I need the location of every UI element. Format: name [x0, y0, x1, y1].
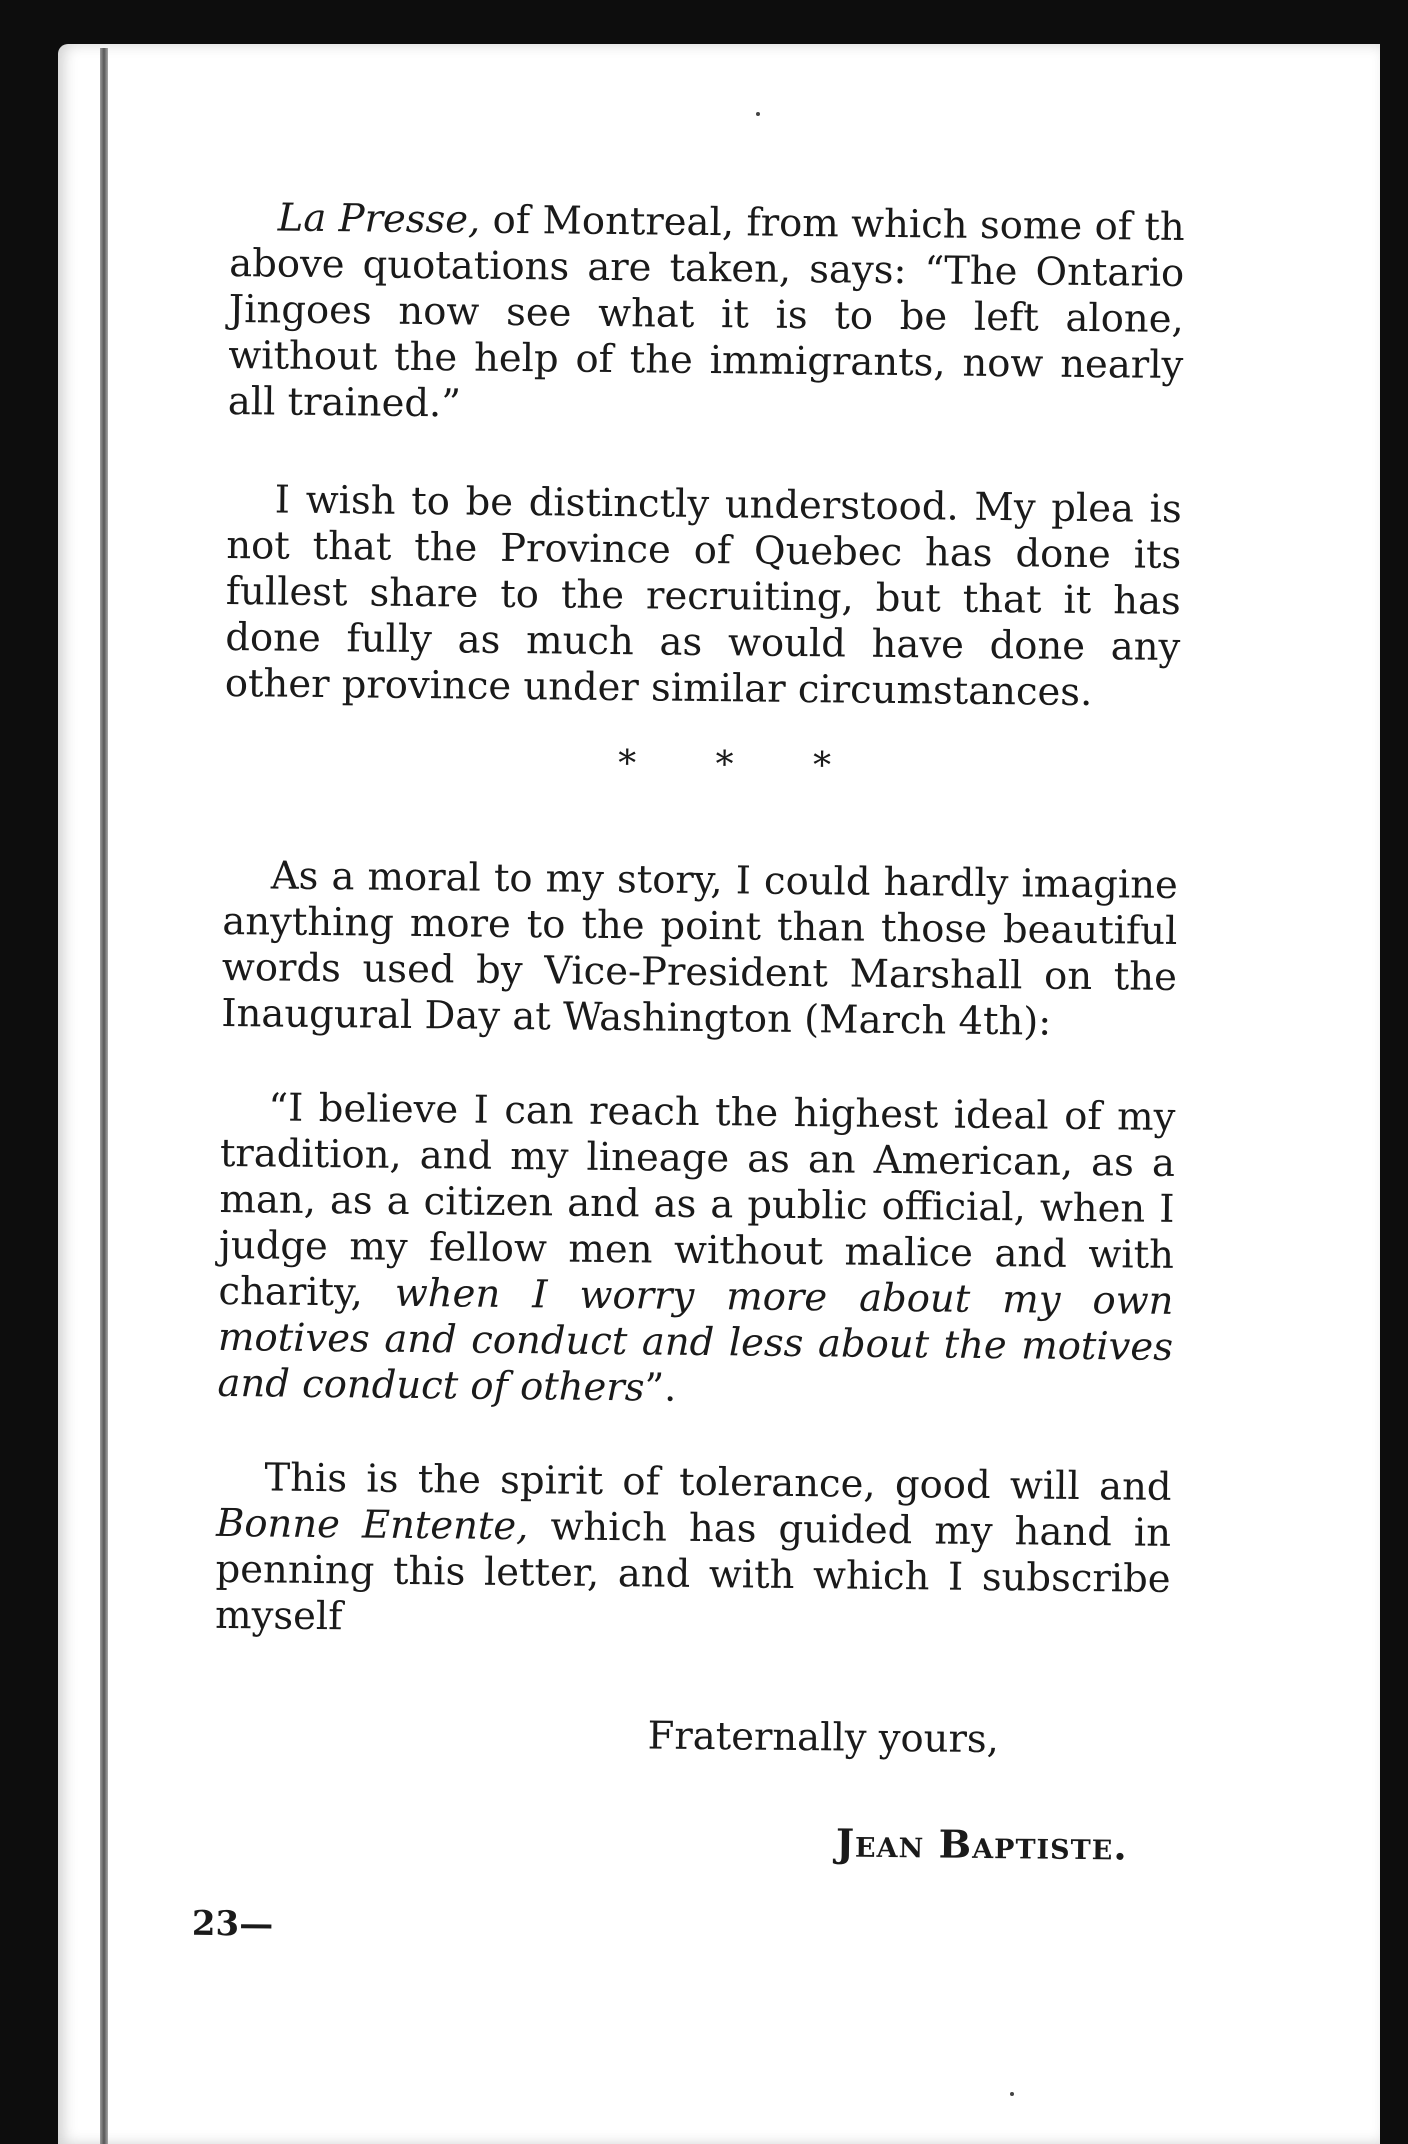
closing-salutation: Fraternally yours, — [647, 1713, 1000, 1763]
paragraph-la-presse — [228, 195, 1185, 435]
paragraph-text: of Montreal, from which some of th above quotations are taken, says: “The Ontario Jingoes now see what it is to be left alone, without the help of the immigrants, now nearly all trained.” — [227, 197, 1185, 427]
quote-italic-text: when I worry more about my own motives and conduct and less about the motives and conduct of others — [217, 1270, 1174, 1411]
quote-text: “I believe I can reach the highest ideal of my tradition, and my lineage as an American, as a man, as a citizen and as a public official, when I judge my fellow men without malice and with charity, — [218, 1085, 1176, 1316]
scan-border — [1380, 0, 1408, 2144]
paragraph-tolerance — [215, 1455, 1172, 1649]
publication-name: La Presse, — [277, 195, 481, 243]
page-number: 23— — [191, 1903, 274, 1945]
paragraph-text: which has guided my hand in penning this letter, and with which I subscribe myself — [214, 1504, 1172, 1640]
speck-mark — [1010, 2092, 1014, 2096]
paragraph-text: This is the spirit of tolerance, good will and — [264, 1455, 1172, 1510]
paragraph-moral: As a moral to my story, I could hardly imagine anything more to the point than those beautiful words used by Vice-President Marshall on the Inaugural Day at Washington (March 4th): — [221, 853, 1179, 1045]
book-spine-shadow — [100, 48, 108, 2144]
letter-body — [191, 195, 1185, 1957]
signature: Jean Baptiste. — [835, 1821, 1128, 1870]
speck-mark — [756, 112, 760, 116]
quote-end: ”. — [644, 1365, 677, 1411]
paragraph-quote — [217, 1085, 1175, 1417]
section-divider: * * * — [617, 743, 866, 787]
bonne-entente-text: Bonne Entente, — [215, 1500, 529, 1550]
paragraph-plea: I wish to be distinctly understood. My plea is not that the Province of Quebec has done its fullest share to the recruiting, but that it has done fully as much as would have done any other province under similar circumstances. — [224, 477, 1182, 716]
